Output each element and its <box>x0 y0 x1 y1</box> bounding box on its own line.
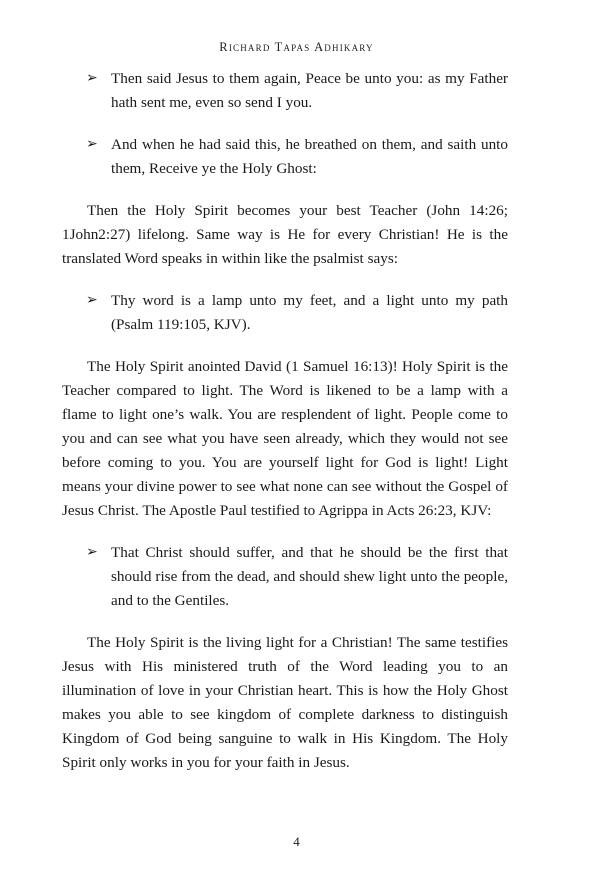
quote-text: Then said Jesus to them again, Peace be unto you: as my Father hath sent me, even so send I you. <box>111 70 508 111</box>
quote-text: And when he had said this, he breathed on them, and saith unto them, Receive ye the Holy Ghost: <box>111 136 508 177</box>
page-body <box>62 67 508 793</box>
scripture-quote <box>62 67 508 115</box>
quote-text: That Christ should suffer, and that he should be the first that should rise from the dead, and should shew light unto the people, and to the Gentiles. <box>111 544 508 609</box>
arrow-bullet-icon: ➢ <box>86 137 98 152</box>
body-paragraph: The Holy Spirit is the living light for a Christian! The same testifies Jesus with His ministered truth of the Word leading you to an illumination of love in your Christian heart. This is how the Holy Ghost makes you able to see kingdom of complete darkness to distinguish Kingdom of God being sanguine to walk in His Kingdom. The Holy Spirit only works in you for your faith in Jesus. <box>62 634 508 771</box>
scripture-quote <box>62 289 508 337</box>
scripture-quote <box>62 133 508 181</box>
quote-text: Thy word is a lamp unto my feet, and a light unto my path (Psalm 119:105, KJV). <box>111 292 508 333</box>
scripture-quote <box>62 541 508 613</box>
arrow-bullet-icon: ➢ <box>86 71 98 86</box>
arrow-bullet-icon: ➢ <box>86 545 98 560</box>
body-paragraph: The Holy Spirit anointed David (1 Samuel 16:13)! Holy Spirit is the Teacher compared to light. The Word is likened to be a lamp with a flame to light one’s walk. You are resplendent of light. People come to you and can see what you have seen already, which they would not see before coming to you. You are yourself light for God is light! Light means your divine power to see what none can see without the Gospel of Jesus Christ. The Apostle Paul testified to Agrippa in Acts 26:23, KJV: <box>62 358 508 519</box>
body-paragraph: Then the Holy Spirit becomes your best Teacher (John 14:26; 1John2:27) lifelong. Same way is He for every Christian! He is the translated Word speaks in within like the psalmist says: <box>62 202 508 267</box>
arrow-bullet-icon: ➢ <box>86 293 98 308</box>
running-head: Richard Tapas Adhikary <box>219 40 374 54</box>
page-number: 4 <box>293 834 300 849</box>
